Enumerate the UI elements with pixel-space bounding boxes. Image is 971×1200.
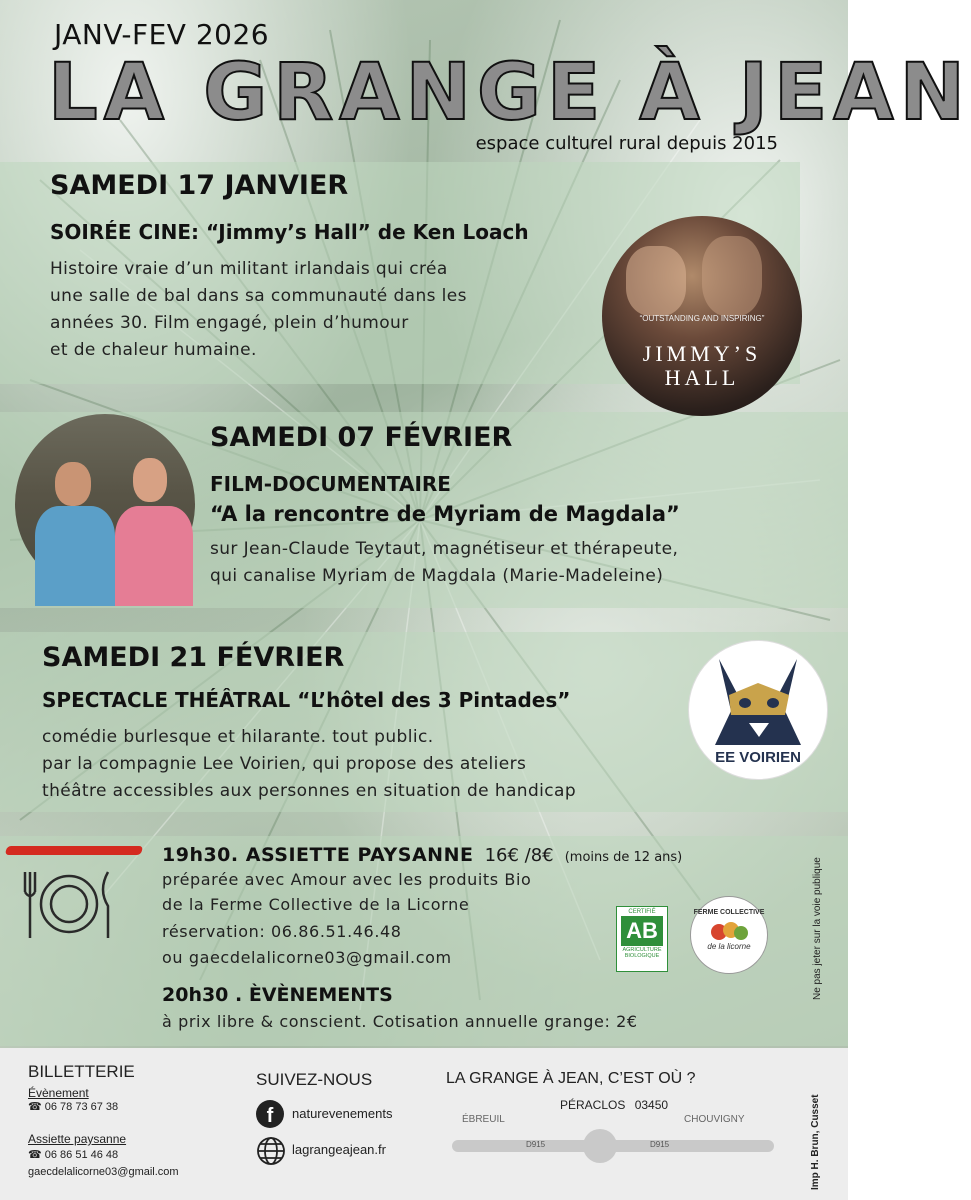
page-title: LA GRANGE À JEAN xyxy=(48,48,971,138)
map-peraclos: PÉRACLOS 03450 xyxy=(560,1098,669,1112)
poster-title: JIMMY’S HALL xyxy=(642,341,762,390)
poster-figure xyxy=(702,236,762,316)
meal-reservation-email: ou gaecdelalicorne03@gmail.com xyxy=(162,948,452,967)
event-2-date: SAMEDI 07 FÉVRIER xyxy=(210,422,513,453)
photo-person-body xyxy=(35,506,115,606)
map-road-right: D915 xyxy=(650,1140,670,1149)
event-2-photo xyxy=(15,414,195,594)
billetterie-meal-label: Assiette paysanne xyxy=(28,1132,127,1146)
red-brush-stroke xyxy=(5,846,143,855)
map-road-left: D915 xyxy=(526,1140,546,1149)
event-3-description: comédie burlesque et hilarante. tout public. par la compagnie Lee Voirien, qui propose des ateliers théâtre accessibles aux personnes en situation de handicap xyxy=(42,727,577,801)
billetterie-event-label: Évènement xyxy=(28,1086,89,1100)
date-range: JANV-FEV 2026 xyxy=(54,18,270,51)
phone-icon: ☎ xyxy=(28,1149,45,1161)
vegetables-icon xyxy=(709,918,749,942)
event-1-heading: SOIRÉE CINE: “Jimmy’s Hall” de Ken Loach xyxy=(50,220,529,244)
event-2-description: sur Jean-Claude Teytaut, magnétiseur et thérapeute, qui canalise Myriam de Magdala (Marie-Madeleine) xyxy=(210,539,679,586)
ab-bio-logo: CERTIFIÉ AB AGRICULTURE BIOLOGIQUE xyxy=(616,906,668,972)
subtitle: espace culturel rural depuis 2015 xyxy=(475,133,778,154)
meal-reservation-phone: réservation: 06.86.51.46.48 xyxy=(162,922,402,941)
map-ebreuil: ÉBREUIL xyxy=(462,1114,505,1125)
meal-price: 16€ /8€ xyxy=(484,845,554,866)
ab-mark: AB xyxy=(621,916,663,946)
ferme-licorne-logo: FERME COLLECTIVE de la licorne xyxy=(690,896,768,974)
billetterie-title: BILLETTERIE xyxy=(28,1062,135,1081)
printer-credit: Imp H. Brun, Cusset xyxy=(810,1094,821,1190)
website-link[interactable]: lagrangeajean.fr xyxy=(292,1142,386,1157)
meal-line-1: préparée avec Amour avec les produits Bio xyxy=(162,870,532,889)
facebook-link[interactable]: naturevenements xyxy=(292,1106,393,1121)
side-note: Ne pas jeter sur la voie publique xyxy=(812,857,823,1000)
social-title: SUIVEZ-NOUS xyxy=(256,1070,373,1089)
billetterie-meal-email: gaecdelalicorne03@gmail.com xyxy=(28,1166,179,1178)
map-chouvigny: CHOUVIGNY xyxy=(684,1114,745,1125)
map-title: LA GRANGE À JEAN, C’EST OÙ ? xyxy=(446,1070,696,1087)
event-2-subheading: “A la rencontre de Myriam de Magdala” xyxy=(210,502,680,526)
poster-figure xyxy=(626,246,686,316)
globe-icon[interactable] xyxy=(256,1136,286,1166)
road-map xyxy=(448,1126,778,1170)
event-1-date: SAMEDI 17 JANVIER xyxy=(50,170,349,201)
event-2-heading: FILM-DOCUMENTAIRE xyxy=(210,472,451,496)
events-note-text: à prix libre & conscient. Cotisation annuelle grange: 2€ xyxy=(162,1012,638,1031)
meal-line-2: de la Ferme Collective de la Licorne xyxy=(162,895,470,914)
meal-title: 19h30. ASSIETTE PAYSANNE xyxy=(162,844,474,866)
footer xyxy=(0,1048,848,1200)
lee-voirien-logo xyxy=(688,640,828,780)
lee-voirien-logo-text: EE VOIRIEN xyxy=(715,749,801,766)
jimmys-hall-poster xyxy=(602,216,802,416)
plate-cutlery-icon xyxy=(22,868,116,940)
photo-person-head xyxy=(55,462,91,506)
poster-quote: “OUTSTANDING AND INSPIRING” xyxy=(639,314,765,323)
billetterie-event-phone: ☎ 06 78 73 67 38 xyxy=(28,1101,119,1113)
meal-price-note: (moins de 12 ans) xyxy=(564,850,683,865)
facebook-icon[interactable]: f xyxy=(256,1100,284,1128)
event-1-description: Histoire vraie d’un militant irlandais qui créa une salle de bal dans sa communauté dans les années 30. Film engagé, plein d’humour et de chaleur humaine. xyxy=(50,259,467,360)
event-3-date: SAMEDI 21 FÉVRIER xyxy=(42,642,345,673)
photo-person-body xyxy=(115,506,193,606)
meal-title-line xyxy=(162,844,682,866)
events-note-title: 20h30 . ÈVÈNEMENTS xyxy=(162,984,393,1006)
photo-person-head xyxy=(133,458,167,502)
phone-icon: ☎ xyxy=(28,1101,45,1113)
event-3-heading: SPECTACLE THÉÂTRAL “L’hôtel des 3 Pintades” xyxy=(42,688,571,712)
billetterie-meal-phone: ☎ 06 86 51 46 48 xyxy=(28,1149,119,1161)
